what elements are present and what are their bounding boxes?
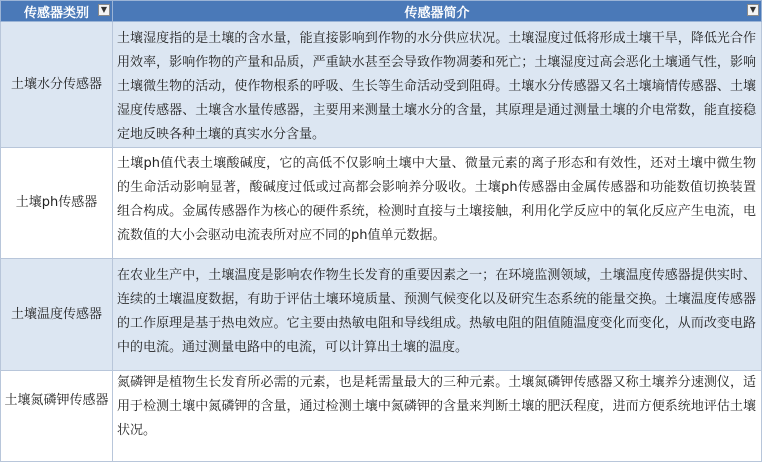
- dropdown-filter-icon[interactable]: ▼: [98, 4, 110, 16]
- sensor-desc-cell[interactable]: [113, 371, 762, 462]
- dropdown-filter-icon[interactable]: ▼: [747, 4, 759, 16]
- sensor-type-cell[interactable]: 土壤水分传感器: [1, 22, 113, 148]
- table-row: [1, 148, 762, 259]
- header-label: 传感器简介: [404, 5, 470, 21]
- sensor-type-cell[interactable]: 土壤氮磷钾传感器: [1, 371, 113, 462]
- header-cell-type[interactable]: [1, 1, 113, 22]
- table-row: [1, 22, 762, 148]
- sensor-type-cell[interactable]: 土壤ph传感器: [1, 148, 113, 259]
- table-row: [1, 371, 762, 462]
- table-row: [1, 259, 762, 371]
- sensor-desc-text: 在农业生产中，土壤温度是影响农作物生长发育的重要因素之一；在环境监测领域，土壤温度传感器提供实时、连续的土壤温度数据，有助于评估土壤环境质量、预测气候变化以及研究生态系统的能量交换。土壤温度传感器的工作原理是基于热电效应。它主要由热敏电阻和导线组成。热敏电阻的阻值随温度变化而变化，从而改变电路中的电流。通过测量电路中的电流，可以计算出土壤的温度。: [117, 268, 756, 355]
- sensor-desc-text: 土壤ph值代表土壤酸碱度，它的高低不仅影响土壤中大量、微量元素的离子形态和有效性，还对土壤中微生物的生命活动影响显著，酸碱度过低或过高都会影响养分吸收。土壤ph传感器由金属传感器和功能数值切换装置组合构成。金属传感器作为核心的硬件系统，检测时直接与土壤接触，利用化学反应中的氧化反应产生电流，电流数值的大小会驱动电流表所对应不同的ph值单元数据。: [117, 156, 756, 243]
- header-cell-desc[interactable]: [113, 1, 762, 22]
- header-label: 传感器类别: [23, 5, 89, 21]
- sensor-desc-text: 氮磷钾是植物生长发育所必需的元素，也是耗需量最大的三种元素。土壤氮磷钾传感器又称土壤养分速测仪，适用于检测土壤中氮磷钾的含量，通过检测土壤中氮磷钾的含量来判断土壤的肥沃程度，进而方便系统地评估土壤状况。: [117, 375, 756, 438]
- sensor-desc-cell[interactable]: [113, 22, 762, 148]
- header-row: [1, 1, 762, 22]
- sensor-desc-cell[interactable]: [113, 148, 762, 259]
- sensor-desc-cell[interactable]: [113, 259, 762, 371]
- sensor-type-cell[interactable]: 土壤温度传感器: [1, 259, 113, 371]
- sensor-desc-text: 土壤湿度指的是土壤的含水量，能直接影响到作物的水分供应状况。土壤湿度过低将形成土壤干旱，降低光合作用效率，影响作物的产量和品质，严重缺水甚至会导致作物凋萎和死亡；土壤湿度过高会恶化土壤通气性，影响土壤微生物的活动，使作物根系的呼吸、生长等生命活动受到阻碍。土壤水分传感器又名土壤墒情传感器、土壤湿度传感器、土壤含水量传感器，主要用来测量土壤水分的含量，其原理是通过测量土壤的介电常数，能直接稳定地反映各种土壤的真实水分含量。: [117, 31, 756, 142]
